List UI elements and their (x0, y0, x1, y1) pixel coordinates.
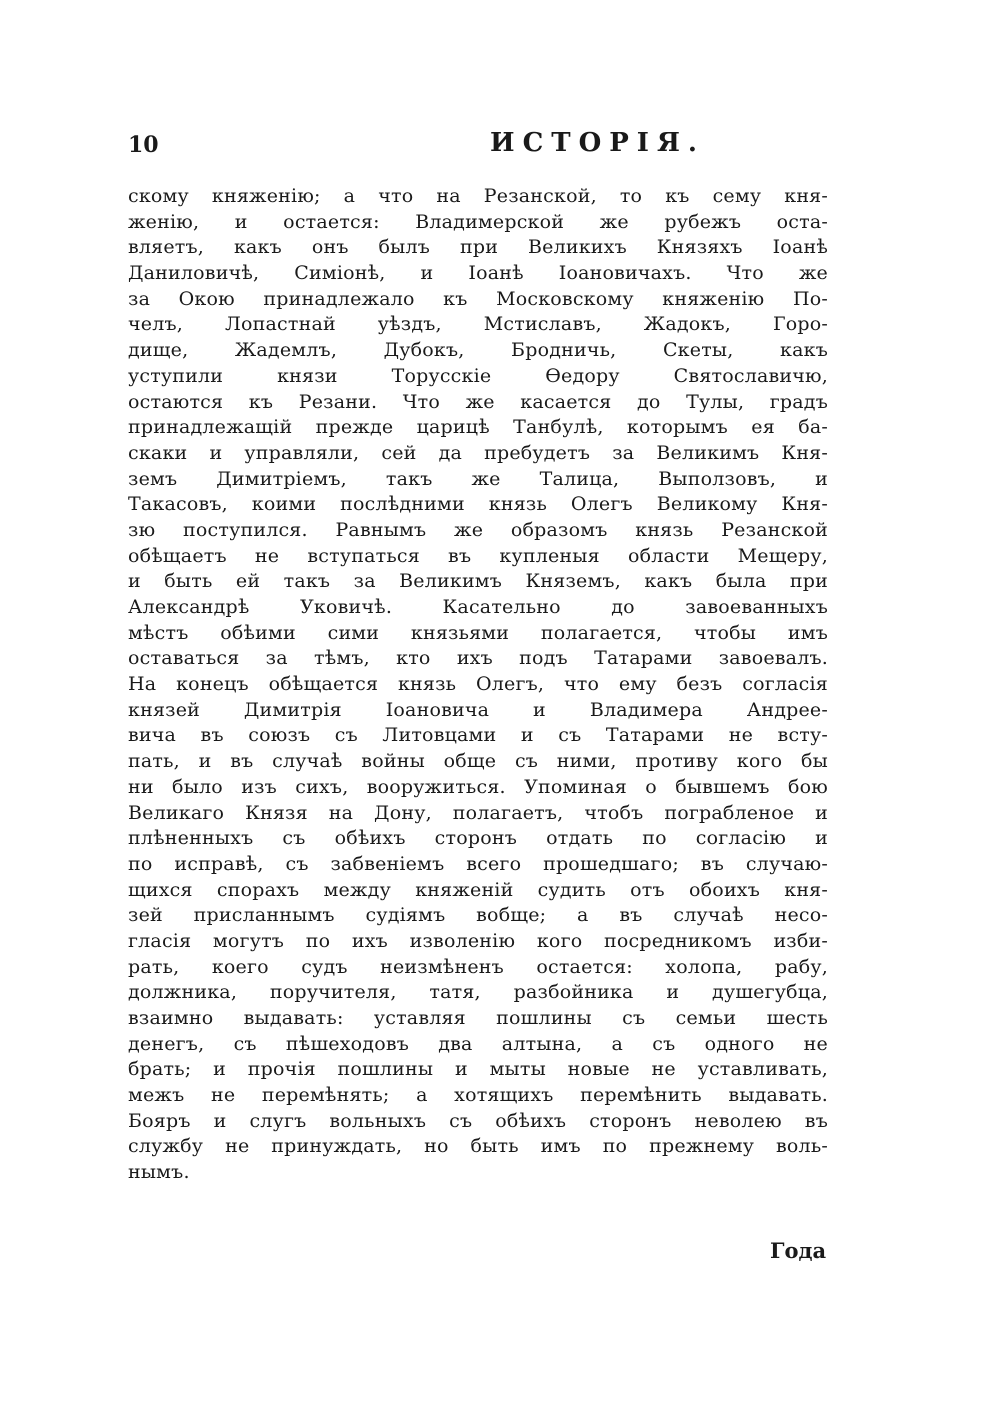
text-line: должника, поручителя, татя, разбойника и душегубца, (128, 981, 828, 1004)
text-line: Даниловичѣ, Симіонѣ, и Іоанѣ Іоановичахъ. Что же (128, 262, 828, 285)
text-line: остаются къ Резани. Что же касается до Тулы, градъ (128, 390, 828, 413)
text-line: женію, и остается: Владимерской же рубежъ оста- (128, 210, 828, 233)
text-line: по исправѣ, съ забвеніемъ всего прошедшаго; въ случаю- (128, 852, 828, 875)
body-text (128, 184, 828, 1186)
text-line: принадлежащій прежде царицѣ Танбулѣ, которымъ ея ба- (128, 416, 828, 439)
text-line: скому княженію; а что на Резанской, то къ сему кня- (128, 185, 828, 207)
text-line: зей присланнымъ судіямъ вобще; а въ случаѣ несо- (128, 904, 828, 927)
page-header (128, 128, 828, 162)
text-line: взаимно выдавать: уставляя пошлины съ семьи шесть (128, 1007, 828, 1029)
text-line: и быть ей такъ за Великимъ Княземъ, какъ была при (128, 570, 828, 593)
text-line: гласія могутъ по ихъ изволенію кого посредникомъ изби- (128, 929, 828, 952)
text-line: земъ Димитріемъ, такъ же Талица, Выползовъ, и (128, 467, 828, 490)
text-line: рать, коего судъ неизмѣненъ остается: холопа, рабу, (128, 955, 828, 978)
text-line: уступили князи Торусскіе Ѳедору Святославичю, (128, 364, 828, 387)
text-line: денегъ, съ пѣшеходовъ два алтына, а съ одного не (128, 1032, 828, 1055)
text-line: зю поступился. Равнымъ же образомъ князь Резанской (128, 518, 828, 541)
text-line: щихся спорахъ между княженій судить отъ обоихъ кня- (128, 878, 828, 901)
text-line: князей Димитрія Іоановича и Владимера Андрее- (128, 698, 828, 721)
text-line: вляетъ, какъ онъ былъ при Великихъ Князяхъ Іоанѣ (128, 236, 828, 259)
text-line: за Окою принадлежало къ Московскому княженію По- (128, 287, 828, 310)
text-line: межъ не перемѣнять; а хотящихъ перемѣнить выдавать. (128, 1084, 828, 1107)
text-line: Бояръ и слугъ вольныхъ съ обѣихъ сторонъ неволею въ (128, 1109, 828, 1132)
text-line: службу не принуждать, но быть имъ по прежнему воль- (128, 1135, 828, 1158)
text-line: вича въ союзъ съ Литовцами и съ Татарами не всту- (128, 724, 828, 747)
text-line: На конецъ обѣщается князь Олегъ, что ему безъ согласія (128, 673, 828, 696)
text-line: оставаться за тѣмъ, кто ихъ подъ Татарами завоевалъ. (128, 647, 828, 670)
text-line: Великаго Князя на Дону, полагаетъ, чтобъ пограбленое и (128, 801, 828, 824)
text-line: дище, Жадемлъ, Дубокъ, Бродничь, Скеты, какъ (128, 339, 828, 362)
text-line: брать; и прочія пошлины и мыты новые не уставливать, (128, 1058, 828, 1081)
page-number: 10 (128, 132, 159, 158)
text-line: обѣщаетъ не вступаться въ купленыя области Мещеру, (128, 544, 828, 567)
text-line: плѣненныхъ съ обѣихъ сторонъ отдать по согласію и (128, 827, 828, 850)
text-line: Александрѣ Уковичѣ. Касательно до завоеванныхъ (128, 596, 828, 618)
text-line: мѣстъ обѣими сими князьями полагается, чтобы имъ (128, 621, 828, 644)
text-line: Такасовъ, коими послѣдними князь Олегъ Великому Кня- (128, 493, 828, 516)
text-line: нымъ. (128, 1161, 190, 1184)
text-line: скаки и управляли, сей да пребудетъ за Великимъ Кня- (128, 441, 828, 464)
text-line: ни было изъ сихъ, вооружиться. Упоминая о бывшемъ бою (128, 775, 828, 798)
catchword: Года (770, 1238, 827, 1263)
text-line: челъ, Лопастнай уѣздъ, Мстиславъ, Жадокъ, Горо- (128, 313, 828, 336)
text-line: пать, и въ случаѣ войны обще съ ними, противу кого бы (128, 750, 828, 773)
running-title: ИСТОРІЯ. (490, 128, 705, 158)
